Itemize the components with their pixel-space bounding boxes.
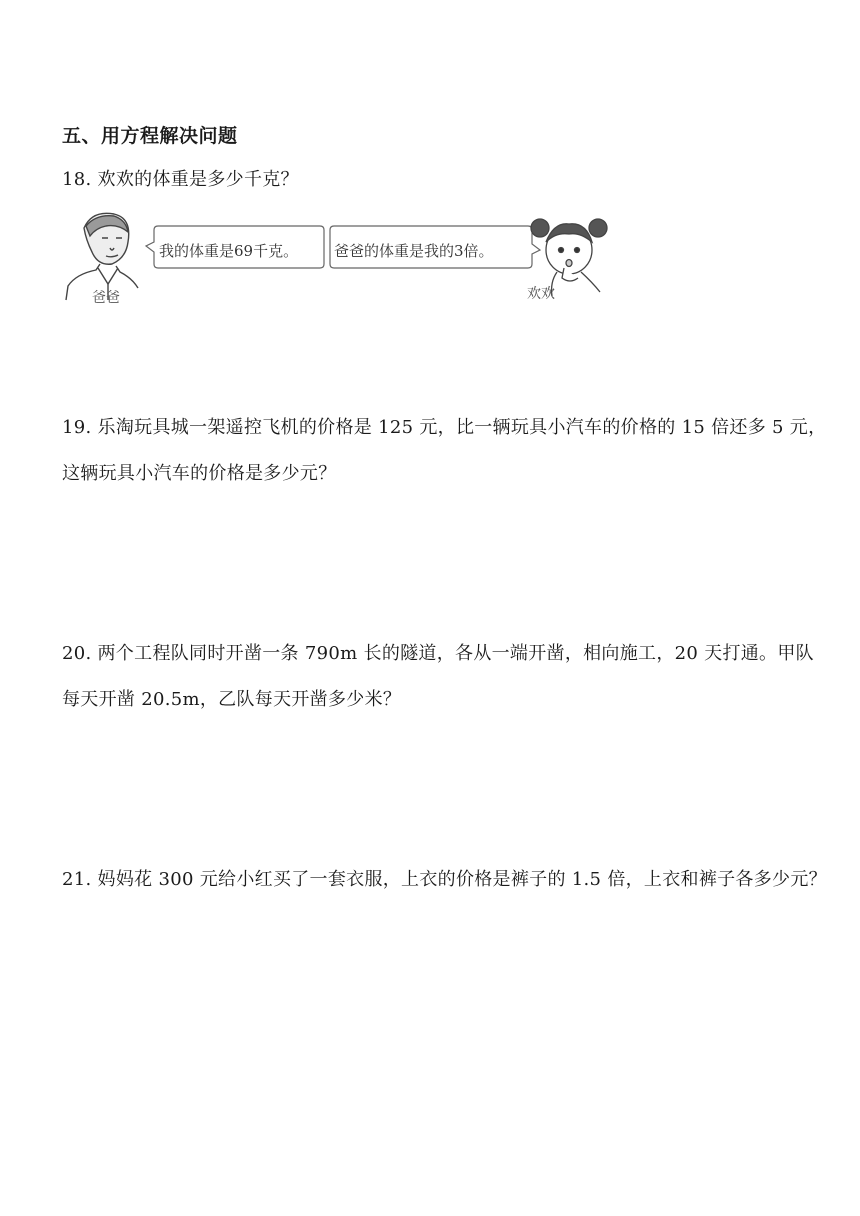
dad-speech: 我的体重是69千克。: [159, 242, 299, 260]
section-heading: 五、用方程解决问题: [62, 125, 238, 147]
girl-caption: 欢欢: [527, 286, 555, 302]
question-19: 19. 乐淘玩具城一架遥控飞机的价格是 125 元，比一辆玩具小汽车的价格的 15 倍还多 5 元，这辆玩具小汽车的价格是多少元？: [62, 417, 827, 484]
question-20: 20. 两个工程队同时开凿一条 790m 长的隧道，各从一端开凿，相向施工，20 天打通。甲队每天开凿 20.5m，乙队每天开凿多少米？: [62, 643, 814, 710]
dad-caption: 爸爸: [92, 290, 120, 306]
question-18: 18. 欢欢的体重是多少千克？: [62, 169, 299, 190]
weight-illustration: [62, 208, 622, 313]
girl-speech: 爸爸的体重是我的3倍。: [334, 242, 494, 260]
question-21: 21. 妈妈花 300 元给小红买了一套衣服，上衣的价格是裤子的 1.5 倍，上衣和裤子各多少元？: [62, 869, 827, 890]
